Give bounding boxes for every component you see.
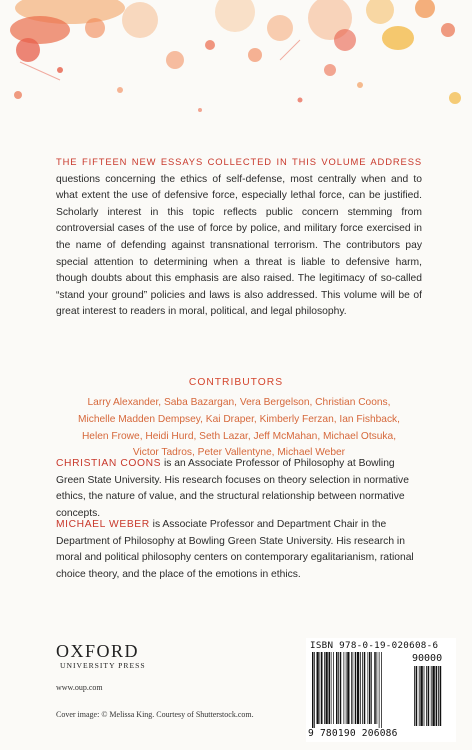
barcode-bar (333, 652, 334, 724)
barcode-addon-bar (440, 666, 442, 726)
barcode-bar (368, 652, 369, 724)
barcode-bar (346, 652, 347, 724)
cover-image-credit: Cover image: © Melissa King. Courtesy of Shutterstock.com. (56, 710, 254, 719)
barcode-bar (338, 652, 339, 724)
barcode-bar (340, 652, 342, 724)
blurb-body: questions concerning the ethics of self-defense, most centrally when and to what extent the use of defensive force, especially lethal force, can be justified. Scholarly interest in this topic reflects public concern stemming from controversial cases of the use of force by police, and military force exercised in the name of defending against transnational terrorism. The contributors pay special attention to determining when a threat is liable to defensive harm, though doubts about this emphasis are also raised. The legitimacy of so-called “stand your ground” policies and laws is also addressed. This volume will be of great interest to readers in moral, political, and legal philosophy. (56, 173, 422, 318)
barcode-bar (381, 652, 382, 728)
barcode-bar (351, 652, 352, 724)
isbn-barcode (306, 638, 456, 742)
barcode-addon-bar (432, 666, 434, 726)
barcode-addon-bar (426, 666, 427, 726)
barcode-bar (353, 652, 354, 724)
barcode-bar (324, 652, 325, 724)
author-bio-coons (56, 456, 422, 522)
contributors-line: Victor Tadros, Peter Vallentyne, Michael Weber (132, 447, 346, 459)
contributors-line: Helen Frowe, Heidi Hurd, Seth Lazar, Jeff McMahan, Michael Otsuka, (81, 430, 397, 442)
barcode-bar (369, 652, 371, 724)
publisher-logo (56, 642, 146, 671)
barcode-addon-bar (420, 666, 422, 726)
barcode-digits: 9 780190 206086 (308, 728, 398, 739)
barcode-bar (355, 652, 357, 724)
author-name: MICHAEL WEBER (56, 519, 150, 530)
author-name: CHRISTIAN COONS (56, 458, 162, 469)
contributors-heading: CONTRIBUTORS (188, 377, 284, 388)
price-code: 90000 (412, 653, 443, 664)
barcode-bar (347, 652, 349, 724)
contributors-list (56, 395, 422, 462)
barcode-bar (314, 652, 315, 728)
barcode-bar (329, 652, 331, 724)
author-bio-weber (56, 517, 422, 583)
barcode-bar (379, 652, 380, 728)
contributors-line: Larry Alexander, Saba Bazargan, Vera Bergelson, Christian Coons, (87, 397, 391, 408)
barcode-bar (364, 652, 366, 724)
description-blurb (56, 154, 422, 321)
barcode-bar (377, 652, 378, 724)
isbn-number: ISBN 978-0-19-020608-6 (310, 640, 439, 651)
paint-splash-illustration (0, 0, 472, 135)
barcode-bar (320, 652, 321, 724)
barcode-bar (362, 652, 363, 724)
barcode-bar (360, 652, 361, 724)
publisher-name: OXFORD (56, 641, 140, 661)
barcode-bar (331, 652, 332, 724)
author-bio-text: is an Associate Professor of Philosophy at Bowling Green State University. His research focuses on theory selection in normative ethics, the nature of value, and the structural relationship between normative concepts. (56, 458, 409, 519)
barcode-addon-bar (431, 666, 432, 726)
publisher-url[interactable]: www.oup.com (56, 683, 103, 692)
barcode-addon-bar (428, 666, 430, 726)
blurb-lead-caps: THE FIFTEEN NEW ESSAYS COLLECTED IN THIS VOLUME ADDRESS (56, 156, 422, 167)
barcode-bar (374, 652, 376, 724)
barcode-bar (317, 652, 319, 724)
barcode-bars (310, 652, 452, 728)
barcode-addon-bar (424, 666, 425, 726)
barcode-addon-bar (416, 666, 418, 726)
barcode-bar (312, 652, 314, 728)
barcode-addon-bar (438, 666, 439, 726)
barcode-bar (326, 652, 328, 724)
barcode-bar (371, 652, 372, 724)
contributors-line: Michelle Madden Dempsey, Kai Draper, Kimberly Ferzan, Ian Fishback, (78, 413, 400, 425)
barcode-bar (357, 652, 359, 724)
barcode-bar (336, 652, 338, 724)
barcode-bar (321, 652, 323, 724)
barcode-addon-bar (419, 666, 420, 726)
barcode-bar (344, 652, 345, 724)
barcode-addon-bar (436, 666, 438, 726)
publisher-subname: UNIVERSITY PRESS (60, 661, 146, 670)
author-bio-text: is Associate Professor and Department Chair in the Department of Philosophy at Bowling Green State University. His research in moral and political philosophy centers on contemporary egalitarianism, rational choice theory, and the place of the emotions in ethics. (56, 519, 414, 580)
barcode-addon-bar (414, 666, 415, 726)
